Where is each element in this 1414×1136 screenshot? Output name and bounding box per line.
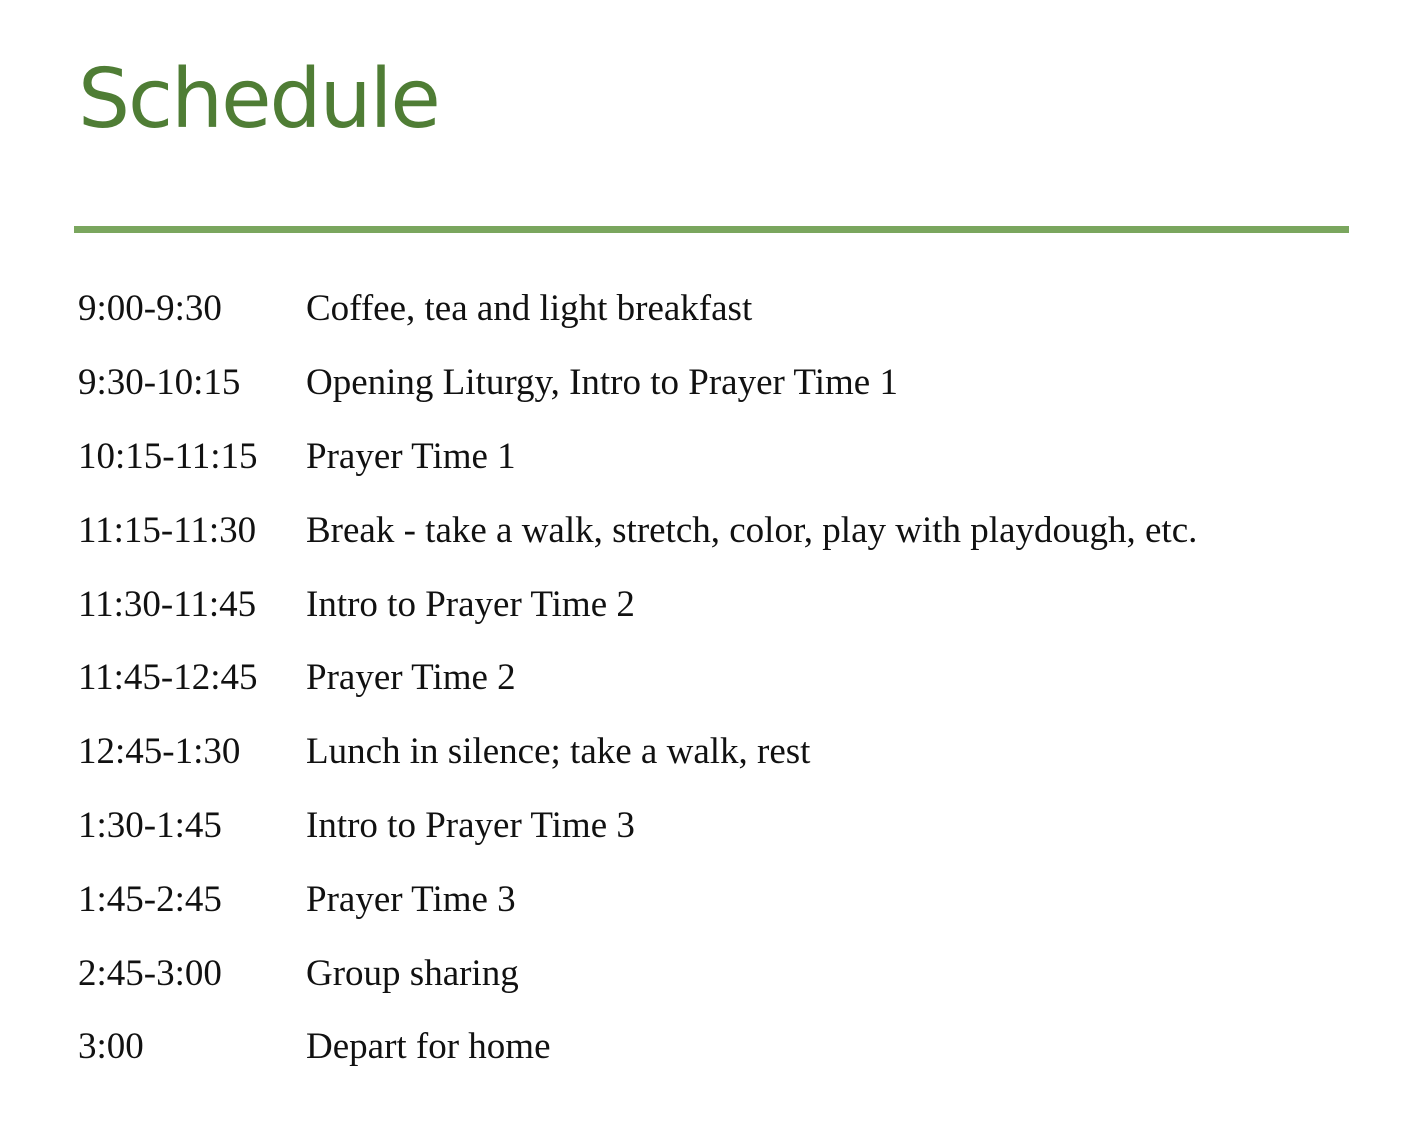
schedule-time: 11:45-12:45 <box>78 657 258 699</box>
schedule-time: 9:00-9:30 <box>78 288 222 330</box>
schedule-activity: Lunch in silence; take a walk, rest <box>306 731 811 773</box>
schedule-time: 11:15-11:30 <box>78 509 257 551</box>
schedule-row <box>78 641 1378 715</box>
schedule-activity: Intro to Prayer Time 2 <box>306 583 635 625</box>
schedule-time: 12:45-1:30 <box>78 731 241 773</box>
schedule-activity: Prayer Time 3 <box>306 878 516 920</box>
schedule-row <box>78 493 1378 567</box>
schedule-row <box>78 346 1378 420</box>
schedule-row <box>78 420 1378 494</box>
schedule-row <box>78 567 1378 641</box>
schedule-activity: Group sharing <box>306 952 519 994</box>
schedule-time: 1:30-1:45 <box>78 804 222 846</box>
schedule-activity: Depart for home <box>306 1026 551 1068</box>
schedule-row <box>78 789 1378 863</box>
title-divider <box>74 226 1349 233</box>
schedule-activity: Coffee, tea and light breakfast <box>306 288 753 330</box>
schedule-time: 3:00 <box>78 1026 144 1068</box>
schedule-row <box>78 936 1378 1010</box>
schedule-time: 11:30-11:45 <box>78 583 257 625</box>
schedule-activity: Opening Liturgy, Intro to Prayer Time 1 <box>306 362 898 404</box>
schedule-activity: Prayer Time 1 <box>306 435 516 477</box>
schedule-activity: Break - take a walk, stretch, color, play with playdough, etc. <box>306 509 1198 551</box>
schedule-time: 2:45-3:00 <box>78 952 222 994</box>
schedule-row <box>78 1010 1378 1084</box>
schedule-time: 10:15-11:15 <box>78 435 258 477</box>
schedule-activity: Intro to Prayer Time 3 <box>306 804 635 846</box>
schedule-time: 9:30-10:15 <box>78 362 241 404</box>
page-title: Schedule <box>78 52 439 147</box>
schedule-activity: Prayer Time 2 <box>306 657 516 699</box>
schedule-list <box>78 272 1378 1084</box>
schedule-row <box>78 862 1378 936</box>
schedule-row <box>78 715 1378 789</box>
schedule-time: 1:45-2:45 <box>78 878 222 920</box>
schedule-row <box>78 272 1378 346</box>
